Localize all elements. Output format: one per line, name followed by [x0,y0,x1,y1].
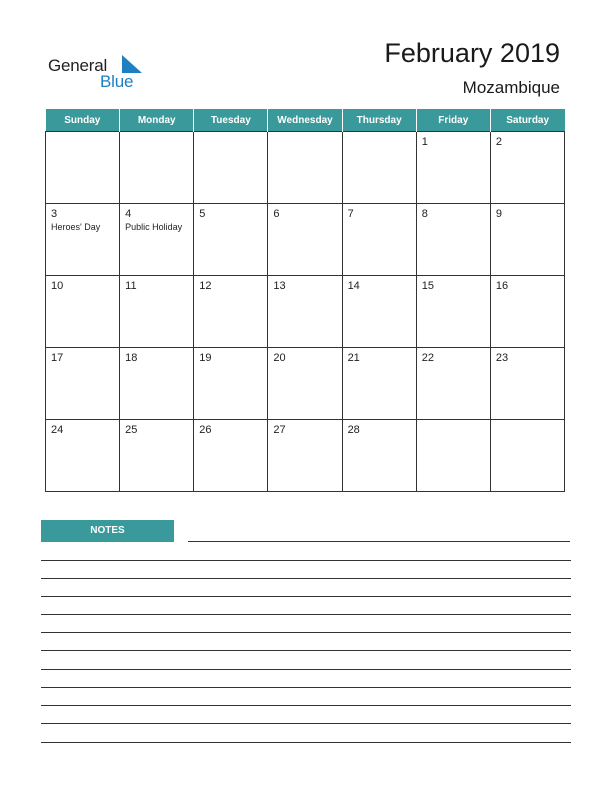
day-number: 13 [273,280,286,292]
day-cell [416,276,490,348]
flag-triangle-icon [120,55,142,73]
day-cell [416,348,490,420]
notes-line [41,669,571,670]
weekday-header: Sunday [46,109,120,132]
day-cell [342,276,416,348]
day-number: 3 [51,208,58,220]
day-number: 12 [199,280,212,292]
day-cell [342,420,416,492]
holiday-label: Public Holiday [125,222,183,232]
weekday-header: Tuesday [194,109,268,132]
page-title: February 2019 [384,38,560,68]
day-cell [268,276,342,348]
day-cell [120,132,194,204]
notes-line [41,723,571,724]
logo-blue-text: Blue [100,72,134,91]
calendar-grid [45,109,565,492]
day-cell [342,132,416,204]
day-cell [46,132,120,204]
day-number: 8 [421,208,428,220]
notes-line [41,632,571,633]
day-number: 19 [199,352,212,364]
day-number: 15 [421,280,434,292]
day-cell [194,420,268,492]
notes-line [41,560,571,561]
weekday-header: Saturday [490,109,564,132]
day-number: 21 [347,352,360,364]
week-row [46,348,565,420]
day-cell [490,348,564,420]
day-number: 11 [125,280,137,292]
week-row [46,204,565,276]
weekday-header: Monday [120,109,194,132]
day-number: 28 [347,424,360,436]
day-cell [268,204,342,276]
day-cell [416,204,490,276]
day-cell [490,132,564,204]
holiday-label: Heroes' Day [51,222,101,232]
notes-line [188,541,570,542]
day-cell [490,204,564,276]
day-number: 9 [495,208,502,220]
notes-line [41,687,571,688]
day-number: 24 [51,424,64,436]
notes-line [41,705,571,706]
day-number: 1 [421,136,428,148]
day-number: 7 [347,208,354,220]
day-cell [416,420,490,492]
notes-line [41,742,571,743]
day-cell [194,204,268,276]
notes-header: NOTES [41,520,174,542]
day-cell [120,420,194,492]
day-cell [194,132,268,204]
day-number: 10 [51,280,64,292]
notes-line [41,614,571,615]
day-number: 18 [125,352,138,364]
day-cell [268,420,342,492]
day-cell [46,204,120,276]
notes-line [41,596,571,597]
day-cell [194,348,268,420]
day-cell [120,348,194,420]
day-cell [46,420,120,492]
day-number: 23 [495,352,509,364]
week-row [46,276,565,348]
weekday-header-row [46,109,565,132]
logo-general-text: General [48,56,108,75]
day-cell [46,276,120,348]
day-number: 22 [421,352,434,364]
day-number: 25 [125,424,138,436]
day-cell [490,276,564,348]
day-cell [490,420,564,492]
weekday-header: Thursday [342,109,416,132]
day-cell [268,132,342,204]
day-number: 20 [273,352,286,364]
day-cell [120,276,194,348]
day-number: 16 [495,280,509,292]
weekday-header: Friday [416,109,490,132]
week-row [46,132,565,204]
day-number: 4 [125,208,132,220]
day-number: 14 [347,280,360,292]
country-name: Mozambique [462,78,560,97]
logo [48,54,148,90]
day-cell [194,276,268,348]
day-cell [120,204,194,276]
day-cell [46,348,120,420]
day-number: 5 [199,208,206,220]
day-number: 2 [495,136,502,148]
weekday-header: Wednesday [268,109,342,132]
day-number: 6 [273,208,280,220]
day-cell [268,348,342,420]
day-cell [416,132,490,204]
notes-line [41,650,571,651]
day-cell [342,348,416,420]
day-number: 17 [51,352,64,364]
week-row [46,420,565,492]
calendar-body [46,132,565,492]
day-cell [342,204,416,276]
notes-line [41,578,571,579]
day-number: 27 [273,424,286,436]
day-number: 26 [199,424,212,436]
